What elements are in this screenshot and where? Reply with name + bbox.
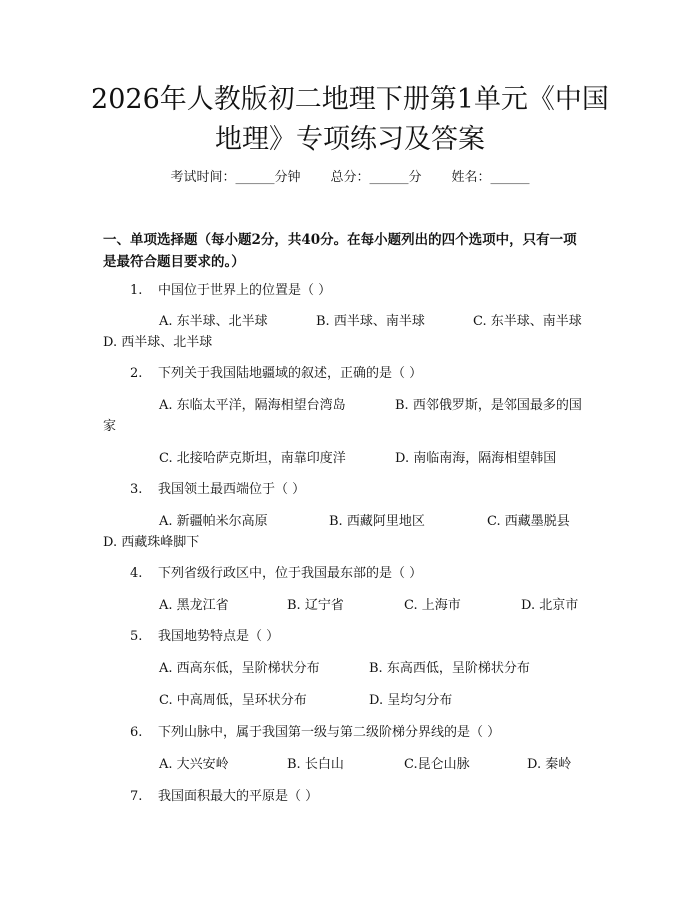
question-text: 我国领土最西端位于（ ） [158, 482, 306, 497]
question-text: 我国面积最大的平原是（ ） [158, 789, 319, 804]
question-2-option-d: D. 南临南海，隔海相望韩国 [395, 451, 557, 466]
question-5-option-d: D. 呈均匀分布 [369, 693, 453, 708]
question-number: 7. [130, 789, 143, 804]
total-score-field: 总分：______分 [330, 170, 422, 185]
question-2-option-b-wrap: 家 [103, 419, 117, 434]
document-title [60, 80, 640, 160]
title-line-1: 2026年人教版初二地理下册第1单元《中国 [91, 84, 609, 115]
question-7 [130, 787, 318, 807]
question-6-option-d: D. 秦岭 [527, 757, 572, 772]
question-2 [130, 364, 422, 384]
question-number: 2. [130, 366, 143, 381]
question-5-option-a: A. 西高东低，呈阶梯状分布 [159, 661, 320, 676]
question-text: 中国位于世界上的位置是（ ） [158, 283, 332, 298]
question-3 [130, 480, 305, 500]
question-5-option-b: B. 东高西低，呈阶梯状分布 [369, 661, 530, 676]
section-heading [103, 229, 603, 273]
question-4-option-c: C. 上海市 [404, 598, 461, 613]
question-number: 5. [130, 629, 143, 644]
question-text: 我国地势特点是（ ） [158, 629, 280, 644]
question-text: 下列关于我国陆地疆域的叙述，正确的是（ ） [158, 366, 423, 381]
question-2-option-b: B. 西邻俄罗斯，是邻国最多的国 [395, 398, 582, 413]
exam-info [0, 168, 700, 188]
student-name-field: 姓名：______ [451, 170, 530, 185]
question-4-option-b: B. 辽宁省 [287, 598, 344, 613]
question-6-option-b: B. 长白山 [287, 757, 344, 772]
question-4-option-d: D. 北京市 [521, 598, 579, 613]
question-number: 3. [130, 482, 143, 497]
question-1-option-b: B. 西半球、南半球 [316, 314, 425, 329]
section-heading-line-2: 是最符合题目要求的。） [103, 254, 245, 270]
exam-time-field: 考试时间：______分钟 [170, 170, 301, 185]
question-6 [130, 723, 500, 743]
question-6-option-c: C.昆仑山脉 [404, 757, 470, 772]
question-4-option-a: A. 黑龙江省 [159, 598, 229, 613]
question-6-option-a: A. 大兴安岭 [159, 757, 229, 772]
question-5-option-c: C. 中高周低，呈环状分布 [159, 693, 307, 708]
question-1-option-c: C. 东半球、南半球 [473, 314, 582, 329]
question-3-option-c: C. 西藏墨脱县 [487, 514, 570, 529]
section-heading-line-1: 一、单项选择题（每小题2分，共40分。在每小题列出的四个选项中，只有一项 [103, 232, 577, 248]
question-2-option-a: A. 东临太平洋，隔海相望台湾岛 [159, 398, 346, 413]
question-1 [130, 281, 331, 301]
question-text: 下列山脉中，属于我国第一级与第二级阶梯分界线的是（ ） [158, 725, 501, 740]
question-3-option-a: A. 新疆帕米尔高原 [159, 514, 268, 529]
question-3-option-b: B. 西藏阿里地区 [329, 514, 425, 529]
question-text: 下列省级行政区中，位于我国最东部的是（ ） [158, 566, 423, 581]
question-3-option-d: D. 西藏珠峰脚下 [103, 535, 200, 550]
question-1-option-a: A. 东半球、北半球 [159, 314, 268, 329]
question-number: 4. [130, 566, 143, 581]
question-number: 6. [130, 725, 143, 740]
title-line-2: 地理》专项练习及答案 [215, 124, 485, 155]
question-4 [130, 564, 422, 584]
question-1-option-d: D. 西半球、北半球 [103, 335, 213, 350]
question-number: 1. [130, 283, 143, 298]
question-2-option-c: C. 北接哈萨克斯坦，南靠印度洋 [159, 451, 346, 466]
question-5 [130, 627, 279, 647]
